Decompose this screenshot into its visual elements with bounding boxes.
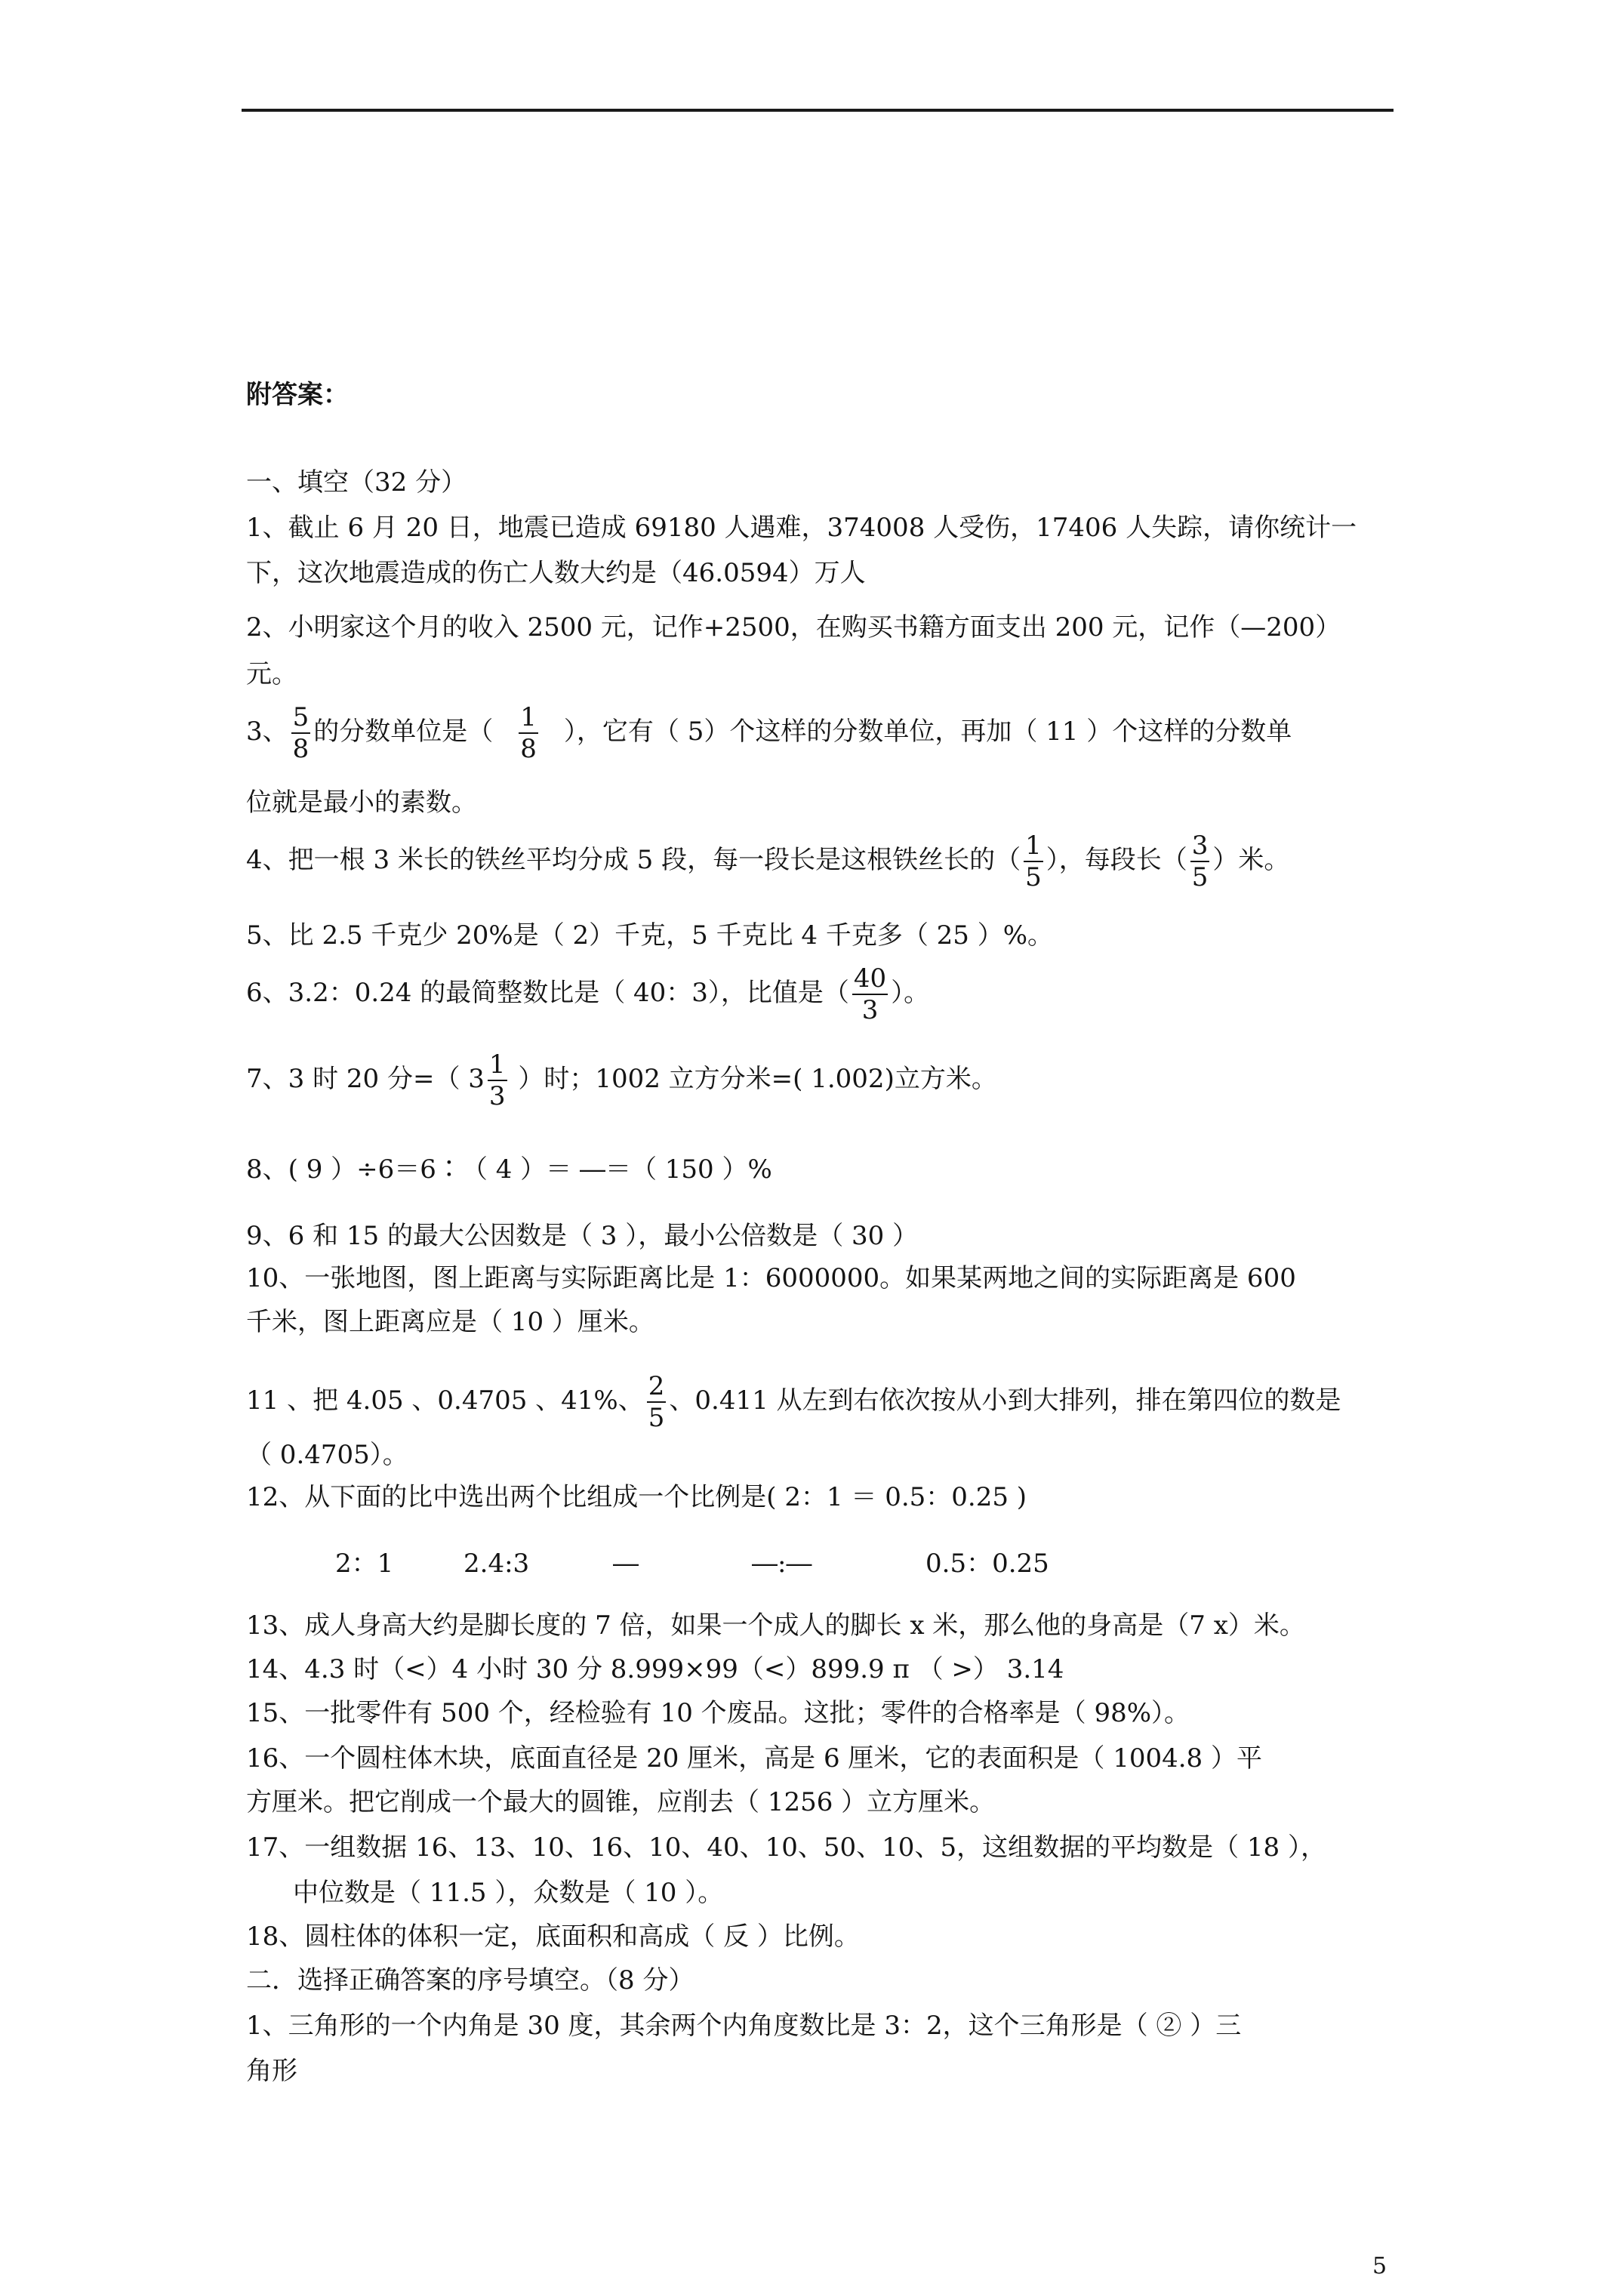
q12-option-3: ― (613, 1549, 639, 1579)
q2-line2: 元。 (246, 659, 297, 689)
q3-fraction-5-8: $\frac{5}{8}$ (292, 702, 310, 764)
q6-fraction-40-3: $\frac{40}{3}$ (853, 963, 887, 1025)
q5-line: 5、比 2.5 千克少 20%是（ 2）千克，5 千克比 4 千克多（ 25 ）%。 (246, 920, 1054, 951)
q10-line2: 千米，图上距离应是（ 10 ）厘米。 (246, 1307, 654, 1337)
q4-line: 4、把一根 3 米长的铁丝平均分成 5 段，每一段长是这根铁丝长的（ $\frac{1}{5}$ ），每段长（ $\frac{3}{5}$ ）米。 (246, 831, 1290, 892)
q4-fraction-3-5: $\frac{3}{5}$ (1191, 831, 1209, 892)
q8-line: 8、( 9 ）÷6＝6∶（ 4 ）＝ ―＝（ 150 ）% (246, 1154, 772, 1185)
section1-title: 一、填空（32 分） (246, 467, 467, 498)
q17-line2: 中位数是（ 11.5 ），众数是（ 10 ）。 (293, 1878, 724, 1908)
q11-line1: 11 、把 4.05 、0.4705 、41%、 $\frac{2}{5}$ 、0.411 从左到右依次按从小到大排列，排在第四位的数是 (246, 1371, 1341, 1433)
q12-option-4: ―:― (752, 1549, 812, 1579)
q1-line2: 下，这次地震造成的伤亡人数大约是（46.0594）万人 (246, 558, 866, 588)
section2-title: 二．选择正确答案的序号填空。（8 分） (246, 1965, 694, 1996)
q3-prefix: 3、 (246, 717, 288, 747)
q14-line: 14、4.3 时（<）4 小时 30 分 8.999×99（<）899.9 π （ >） 3.14 (246, 1654, 1064, 1684)
s2-q1-line2: 角形 (246, 2056, 297, 2086)
q17-line1: 17、一组数据 16、13、10、16、10、40、10、50、10、5，这组数据的平均数是（ 18 ）， (246, 1832, 1326, 1863)
q16-line1: 16、一个圆柱体木块，底面直径是 20 厘米，高是 6 厘米，它的表面积是（ 1004.8 ）平 (246, 1743, 1262, 1774)
page-number: 5 (1372, 2253, 1387, 2279)
q12-option-5: 0.5：0.25 (925, 1549, 1049, 1579)
q11-fraction-2-5: $\frac{2}{5}$ (648, 1371, 665, 1433)
q18-line: 18、圆柱体的体积一定，底面积和高成（ 反 ）比例。 (246, 1922, 860, 1952)
q7-line: 7、3 时 20 分=（ 3 $\frac{1}{3}$ ）时；1002 立方分米=( 1.002)立方米。 (246, 1049, 997, 1111)
header-rule (242, 109, 1394, 112)
q3-line1: 3、 $\frac{5}{8}$ 的分数单位是（ $\frac{1}{8}$ ），它有（ 5）个这样的分数单位，再加（ 11 ）个这样的分数单 (246, 702, 1292, 764)
q15-line: 15、一批零件有 500 个，经检验有 10 个废品。这批；零件的合格率是（ 98%）。 (246, 1698, 1190, 1728)
s2-q1-line1: 1、三角形的一个内角是 30 度，其余两个内角度数比是 3：2，这个三角形是（ ② ）三 (246, 2011, 1242, 2041)
q12-option-1: 2：1 (335, 1549, 394, 1579)
q1-line1: 1、截止 6 月 20 日，地震已造成 69180 人遇难，374008 人受伤，17406 人失踪，请你统计一 (246, 513, 1357, 543)
q4-fraction-1-5: $\frac{1}{5}$ (1025, 831, 1042, 892)
q2-line1: 2、小明家这个月的收入 2500 元，记作+2500，在购买书籍方面支出 200 元，记作（—200） (246, 612, 1341, 643)
q10-line1: 10、一张地图，图上距离与实际距离比是 1：6000000。如果某两地之间的实际距离是 600 (246, 1263, 1296, 1293)
q3-line2: 位就是最小的素数。 (246, 787, 477, 818)
answers-heading: 附答案： (246, 380, 349, 410)
q13-line: 13、成人身高大约是脚长度的 7 倍，如果一个成人的脚长 x 米，那么他的身高是（7 x）米。 (246, 1610, 1305, 1641)
q16-line2: 方厘米。把它削成一个最大的圆锥，应削去（ 1256 ）立方厘米。 (246, 1787, 996, 1817)
q3-fraction-1-8: $\frac{1}{8}$ (520, 702, 537, 764)
q6-line: 6、3.2：0.24 的最简整数比是（ 40：3），比值是（ $\frac{40}{3}$ ）。 (246, 963, 930, 1025)
q12-line1: 12、从下面的比中选出两个比组成一个比例是( 2：1 ＝ 0.5：0.25 ) (246, 1482, 1027, 1512)
q9-line: 9、6 和 15 的最大公因数是（ 3 ），最小公倍数是（ 30 ） (246, 1221, 919, 1251)
q7-fraction-1-3: $\frac{1}{3}$ (488, 1049, 506, 1111)
q12-option-2: 2.4:3 (463, 1549, 530, 1579)
q11-line2: （ 0.4705）。 (246, 1440, 408, 1470)
